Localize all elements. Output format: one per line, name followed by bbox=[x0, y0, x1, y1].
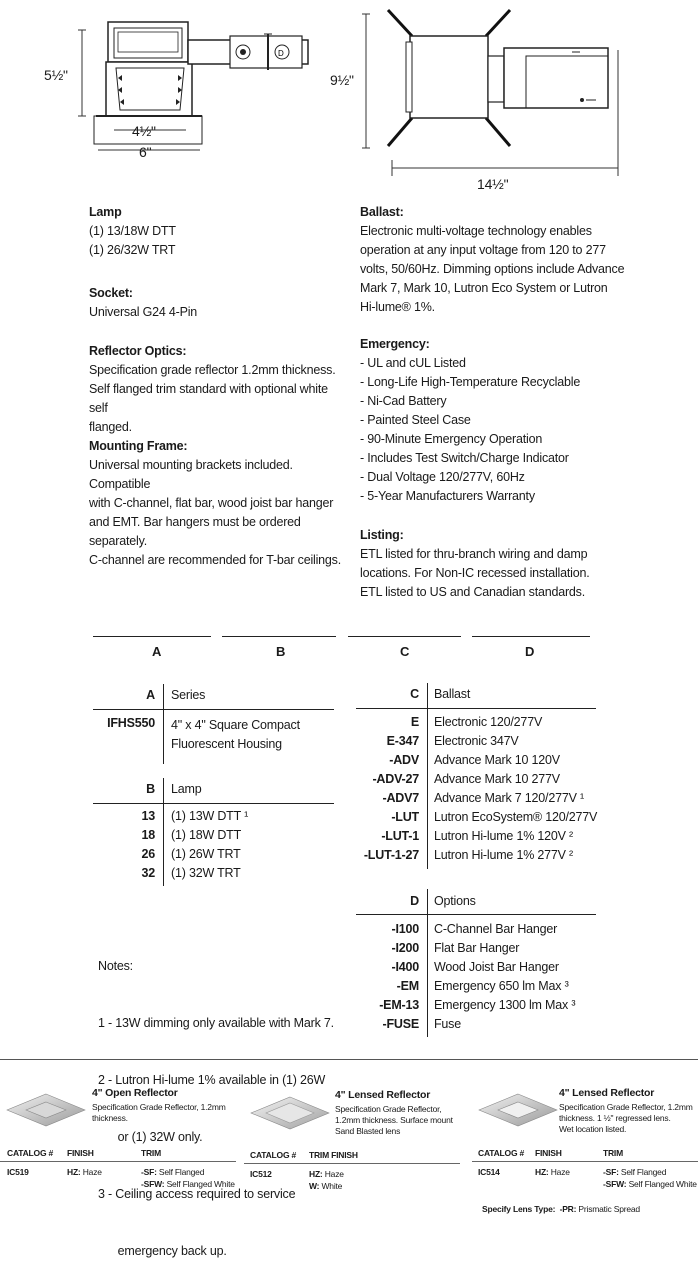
product-desc-line: thickness. bbox=[92, 1113, 128, 1123]
table-d-letter: D bbox=[410, 894, 419, 908]
product-3-lens-type bbox=[482, 1203, 640, 1215]
table-row-code: -ADV-27 bbox=[372, 772, 419, 786]
table-a-code: IFHS550 bbox=[107, 716, 155, 730]
finish-code: HZ: bbox=[309, 1169, 323, 1179]
table-row-code: -I100 bbox=[391, 922, 419, 936]
finish-text: Haze bbox=[548, 1167, 570, 1177]
note-line: 2 - Lutron Hi-lume 1% available in (1) 26W bbox=[98, 1073, 326, 1087]
table-row-code: -FUSE bbox=[382, 1017, 419, 1031]
finish-code: HZ: bbox=[535, 1167, 549, 1177]
product-3-finish bbox=[535, 1166, 570, 1178]
trim-text: Self Flanged White bbox=[164, 1179, 235, 1189]
table-d-divider bbox=[427, 889, 428, 1037]
top-height-dim: 9½" bbox=[330, 72, 354, 88]
product-desc-line: Specification Grade Reflector, bbox=[335, 1104, 442, 1114]
table-row-code: -LUT-1-27 bbox=[363, 848, 419, 862]
table-a-desc-line: Fluorescent Housing bbox=[171, 737, 282, 751]
spec-line: and EMT. Bar hangers must be ordered separately. bbox=[89, 515, 301, 548]
table-row-desc: Emergency 1300 lm Max ³ bbox=[434, 998, 576, 1012]
order-col-a: A bbox=[152, 644, 162, 659]
table-b-letter: B bbox=[146, 782, 155, 796]
finish-code: HZ: bbox=[67, 1167, 81, 1177]
table-row-code: 26 bbox=[141, 847, 155, 861]
product-2-finish bbox=[309, 1168, 344, 1192]
side-outer-width-dim: 6" bbox=[139, 144, 152, 160]
trim-text: Self Flanged bbox=[618, 1167, 667, 1177]
spec-line: with C-channel, flat bar, wood joist bar hanger bbox=[89, 496, 334, 510]
table-a-letter: A bbox=[146, 688, 155, 702]
trim-code: -SF: bbox=[603, 1167, 619, 1177]
table-row-desc: (1) 18W DTT bbox=[171, 828, 242, 842]
product-desc-line: Sand Blasted lens bbox=[335, 1126, 401, 1136]
open-reflector-image bbox=[6, 1093, 86, 1127]
table-b-divider bbox=[163, 778, 164, 886]
table-row-code: E-347 bbox=[386, 734, 419, 748]
spec-line: volts, 50/60Hz. Dimming options include Advance bbox=[360, 262, 625, 276]
product-2-catalog: IC512 bbox=[250, 1169, 272, 1179]
table-row-desc: C-Channel Bar Hanger bbox=[434, 922, 558, 936]
table-b-header: Lamp bbox=[171, 782, 202, 796]
finish-text: White bbox=[319, 1181, 343, 1191]
lens-code: -PR: bbox=[559, 1204, 577, 1214]
top-length-dim: 14½" bbox=[477, 176, 509, 192]
spec-line: - Long-Life High-Temperature Recyclable bbox=[360, 375, 581, 389]
table-c-header: Ballast bbox=[434, 687, 471, 701]
spec-line: - Painted Steel Case bbox=[360, 413, 471, 427]
table-row-code: E bbox=[410, 715, 419, 729]
spec-line: locations. For Non-IC recessed installation. bbox=[360, 566, 590, 580]
product-2-rule bbox=[244, 1163, 460, 1164]
table-row-code: 32 bbox=[141, 866, 155, 880]
top-view-drawing bbox=[350, 0, 650, 195]
spec-line: Self flanged trim standard with optional white self bbox=[89, 382, 328, 415]
order-slot-b bbox=[222, 636, 336, 637]
spec-line: Universal G24 4-Pin bbox=[89, 305, 198, 319]
spec-reflector-title: Reflector Optics: bbox=[89, 344, 187, 358]
lens-text: Prismatic Spread bbox=[576, 1204, 640, 1214]
table-row-desc: Advance Mark 7 120/277V ¹ bbox=[434, 791, 584, 805]
spec-lamp-title: Lamp bbox=[89, 205, 122, 219]
product-3-title: 4" Lensed Reflector bbox=[559, 1087, 655, 1099]
order-col-c: C bbox=[400, 644, 410, 659]
lensed-reflector-image bbox=[250, 1096, 330, 1130]
spec-line: Universal mounting brackets included. Compatible bbox=[89, 458, 293, 491]
product-3-desc bbox=[559, 1102, 693, 1135]
product-desc-line: Wet location listed. bbox=[559, 1124, 627, 1134]
order-col-d: D bbox=[525, 644, 535, 659]
spec-line: flanged. bbox=[89, 420, 132, 434]
spec-line: - 90-Minute Emergency Operation bbox=[360, 432, 543, 446]
spec-emergency bbox=[360, 335, 630, 506]
side-height-dim: 5½" bbox=[44, 67, 68, 83]
finish-text: Haze bbox=[322, 1169, 344, 1179]
table-a-desc-line: 4" x 4" Square Compact bbox=[171, 718, 300, 732]
table-row-code: -ADV7 bbox=[382, 791, 419, 805]
table-a-header: Series bbox=[171, 688, 206, 702]
spec-mounting bbox=[89, 437, 344, 570]
trim-code: -SF: bbox=[141, 1167, 157, 1177]
product-3-hdr-finish: FINISH bbox=[535, 1148, 562, 1158]
order-slot-a bbox=[93, 636, 211, 637]
spec-line: operation at any input voltage from 120 to 277 bbox=[360, 243, 606, 257]
table-row-desc: Wood Joist Bar Hanger bbox=[434, 960, 559, 974]
spec-mounting-title: Mounting Frame: bbox=[89, 439, 188, 453]
table-row-code: 13 bbox=[141, 809, 155, 823]
table-row-desc: (1) 26W TRT bbox=[171, 847, 241, 861]
table-d-rule bbox=[356, 914, 596, 915]
spec-line: - Includes Test Switch/Charge Indicator bbox=[360, 451, 569, 465]
product-3-rule bbox=[472, 1161, 698, 1162]
section-divider bbox=[0, 1059, 698, 1060]
table-row-desc: (1) 32W TRT bbox=[171, 866, 241, 880]
svg-text:D: D bbox=[278, 49, 284, 58]
trim-text: Self Flanged bbox=[156, 1167, 205, 1177]
lens-type-label: Specify Lens Type: bbox=[482, 1204, 556, 1214]
table-row-code: -EM bbox=[396, 979, 419, 993]
table-row-desc: Fuse bbox=[434, 1017, 461, 1031]
spec-socket-title: Socket: bbox=[89, 286, 133, 300]
spec-line: (1) 13/18W DTT bbox=[89, 224, 176, 238]
table-row-desc: Lutron Hi-lume 1% 120V ² bbox=[434, 829, 574, 843]
table-a-divider bbox=[163, 684, 164, 764]
table-a-desc bbox=[171, 716, 300, 754]
product-1-finish bbox=[67, 1166, 102, 1178]
note-line: or (1) 32W only. bbox=[98, 1130, 203, 1144]
product-3-catalog: IC514 bbox=[478, 1167, 500, 1177]
product-desc-line: 1.2mm thickness. Surface mount bbox=[335, 1115, 453, 1125]
spec-line: (1) 26/32W TRT bbox=[89, 243, 176, 257]
spec-line: Electronic multi-voltage technology enables bbox=[360, 224, 592, 238]
table-row-code: -LUT-1 bbox=[381, 829, 419, 843]
table-row-desc: Advance Mark 10 277V bbox=[434, 772, 560, 786]
order-slot-c bbox=[348, 636, 461, 637]
product-3-trim bbox=[603, 1166, 697, 1190]
spec-emergency-title: Emergency: bbox=[360, 337, 430, 351]
notes-title: Notes: bbox=[98, 959, 133, 973]
trim-text: Self Flanged White bbox=[626, 1179, 697, 1189]
table-d-header: Options bbox=[434, 894, 476, 908]
table-row-code: -LUT bbox=[391, 810, 419, 824]
table-row-desc: Emergency 650 lm Max ³ bbox=[434, 979, 569, 993]
spec-line: Specification grade reflector 1.2mm thickness. bbox=[89, 363, 336, 377]
note-line: 1 - 13W dimming only available with Mark 7. bbox=[98, 1016, 334, 1030]
spec-ballast-title: Ballast: bbox=[360, 205, 404, 219]
product-2-hdr-catalog: CATALOG # bbox=[250, 1150, 297, 1160]
spec-lamp bbox=[89, 203, 339, 260]
spec-line: - UL and cUL Listed bbox=[360, 356, 466, 370]
table-b-rule bbox=[93, 803, 334, 804]
product-1-hdr-catalog: CATALOG # bbox=[7, 1148, 54, 1158]
table-row-desc: (1) 13W DTT ¹ bbox=[171, 809, 249, 823]
table-row-code: -I200 bbox=[391, 941, 419, 955]
table-row-desc: Advance Mark 10 120V bbox=[434, 753, 560, 767]
side-view-drawing bbox=[40, 0, 320, 170]
spec-ballast bbox=[360, 203, 630, 317]
product-3-hdr-catalog: CATALOG # bbox=[478, 1148, 525, 1158]
table-row-desc: Lutron Hi-lume 1% 277V ² bbox=[434, 848, 574, 862]
product-1-hdr-finish: FINISH bbox=[67, 1148, 94, 1158]
table-c-divider bbox=[427, 683, 428, 869]
side-inner-width-dim: 4½" bbox=[132, 123, 156, 139]
product-desc-line: Specification Grade Reflector, 1.2mm bbox=[559, 1102, 693, 1112]
spec-reflector bbox=[89, 342, 344, 437]
note-line: 3 - Ceiling access required to service bbox=[98, 1187, 296, 1201]
table-row-desc: Electronic 347V bbox=[434, 734, 519, 748]
lensed-regressed-reflector-image bbox=[478, 1093, 558, 1127]
spec-listing bbox=[360, 526, 630, 602]
spec-line: Hi-lume® 1%. bbox=[360, 300, 435, 314]
spec-line: ETL listed to US and Canadian standards. bbox=[360, 585, 586, 599]
order-col-b: B bbox=[276, 644, 286, 659]
spec-listing-title: Listing: bbox=[360, 528, 404, 542]
spec-line: - Dual Voltage 120/277V, 60Hz bbox=[360, 470, 525, 484]
table-c-letter: C bbox=[410, 687, 419, 701]
product-desc-line: thickness. 1 ½" regressed lens. bbox=[559, 1113, 671, 1123]
spec-line: Mark 7, Mark 10, Lutron Eco System or Lutron bbox=[360, 281, 608, 295]
table-row-code: -I400 bbox=[391, 960, 419, 974]
spec-line: ETL listed for thru-branch wiring and damp bbox=[360, 547, 588, 561]
table-row-desc: Flat Bar Hanger bbox=[434, 941, 520, 955]
product-1-catalog: IC519 bbox=[7, 1167, 29, 1177]
finish-code: W: bbox=[309, 1181, 320, 1191]
trim-code: -SFW: bbox=[141, 1179, 165, 1189]
product-2-desc bbox=[335, 1104, 453, 1137]
table-row-desc: Lutron EcoSystem® 120/277V bbox=[434, 810, 598, 824]
product-1-trim bbox=[141, 1166, 235, 1190]
spec-line: - 5-Year Manufacturers Warranty bbox=[360, 489, 535, 503]
product-desc-line: Specification Grade Reflector, 1.2mm bbox=[92, 1102, 226, 1112]
product-1-rule bbox=[0, 1161, 236, 1162]
spec-line: - Ni-Cad Battery bbox=[360, 394, 447, 408]
table-a-rule bbox=[93, 709, 334, 710]
product-1-desc bbox=[92, 1102, 226, 1124]
product-3-hdr-trim: TRIM bbox=[603, 1148, 623, 1158]
table-row-code: -EM-13 bbox=[379, 998, 419, 1012]
table-row-code: -ADV bbox=[389, 753, 419, 767]
product-2-hdr-finish: TRIM FINISH bbox=[309, 1150, 358, 1160]
table-row-desc: Electronic 120/277V bbox=[434, 715, 543, 729]
product-1-title: 4" Open Reflector bbox=[92, 1087, 178, 1099]
note-line: emergency back up. bbox=[98, 1244, 227, 1258]
spec-socket bbox=[89, 284, 339, 322]
product-1-hdr-trim: TRIM bbox=[141, 1148, 161, 1158]
spec-line: C-channel are recommended for T-bar ceilings. bbox=[89, 553, 342, 567]
trim-code: -SFW: bbox=[603, 1179, 627, 1189]
table-row-code: 18 bbox=[141, 828, 155, 842]
finish-text: Haze bbox=[80, 1167, 102, 1177]
product-2-title: 4" Lensed Reflector bbox=[335, 1089, 431, 1101]
table-c-rule bbox=[356, 708, 596, 709]
order-slot-d bbox=[472, 636, 590, 637]
